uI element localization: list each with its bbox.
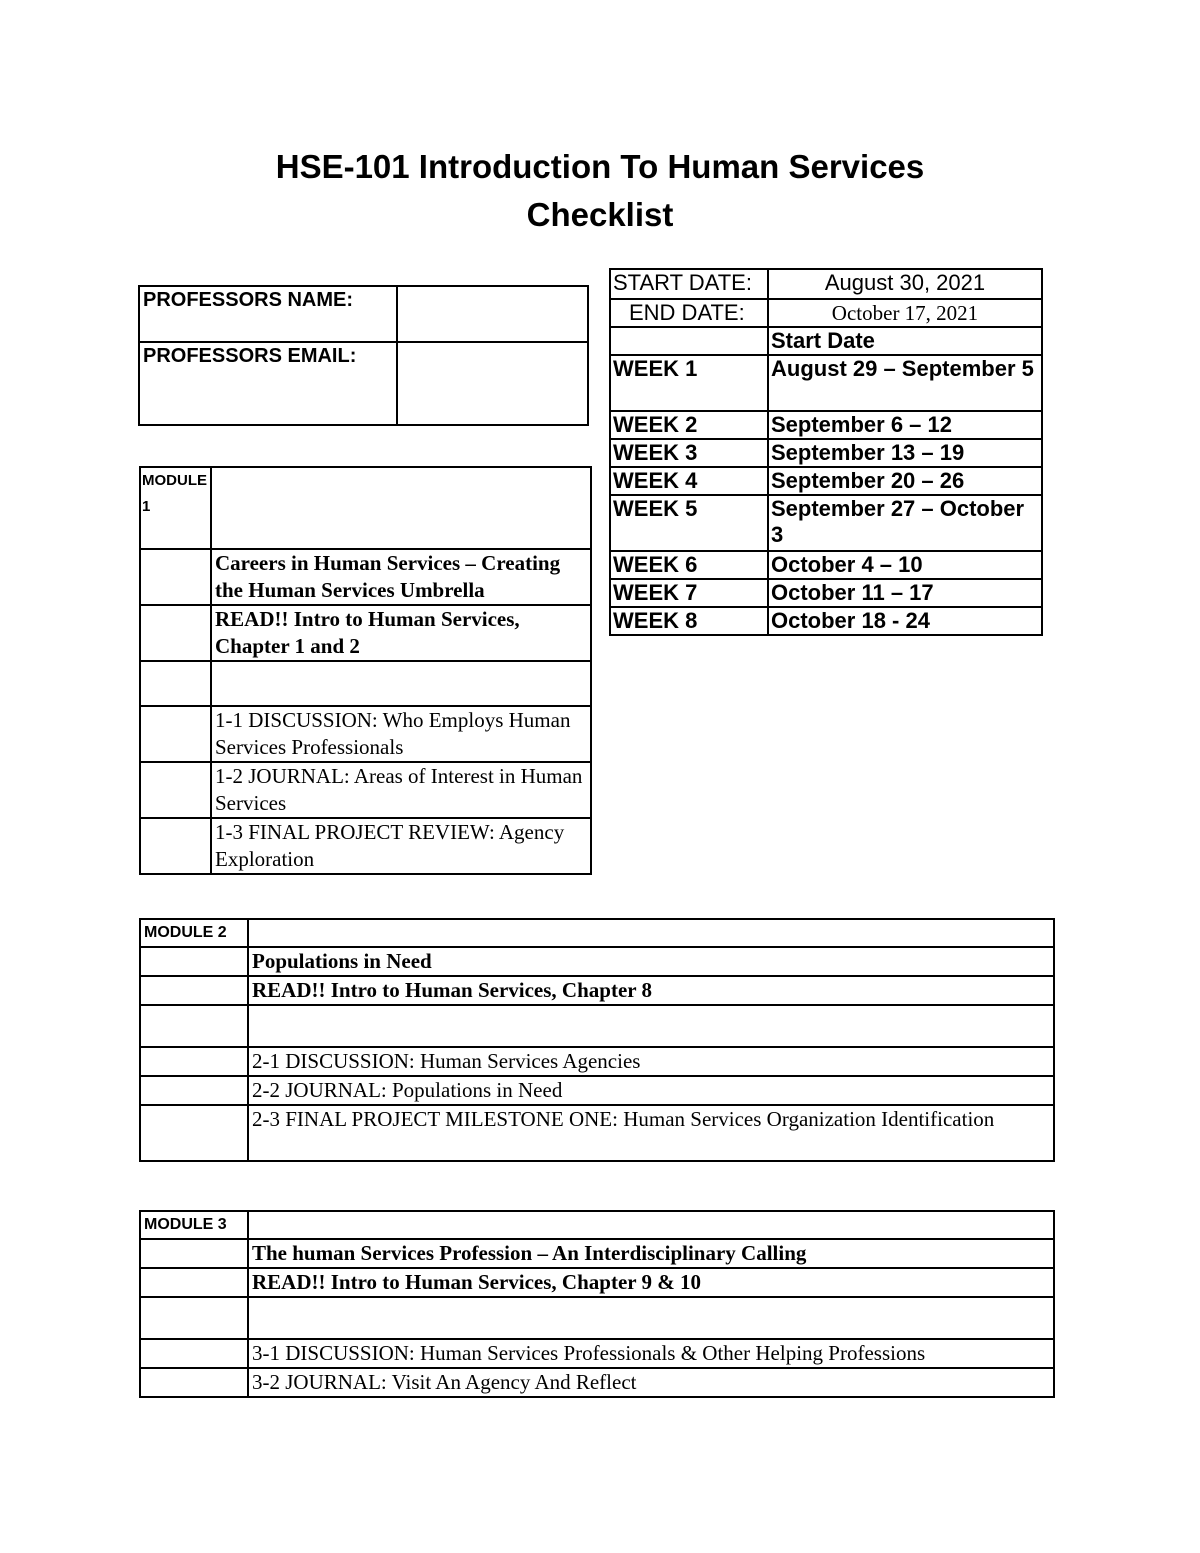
module-1-task: 1-2 JOURNAL: Areas of Interest in Human Services: [211, 762, 591, 818]
module-1-task: 1-3 FINAL PROJECT REVIEW: Agency Exploration: [211, 818, 591, 874]
checkbox-cell[interactable]: [140, 1339, 248, 1368]
checkbox-cell[interactable]: [140, 605, 211, 661]
module-2-blank-row: [248, 1005, 1054, 1047]
week-label: WEEK 7: [610, 579, 768, 607]
week-label: WEEK 4: [610, 467, 768, 495]
schedule-table: [609, 268, 1043, 636]
checkbox-cell[interactable]: [140, 976, 248, 1005]
document-title: HSE-101 Introduction To Human Services: [275, 148, 925, 185]
module-1-label: MODULE 1: [140, 467, 211, 549]
module-2-topic: Populations in Need: [248, 947, 1054, 976]
checkbox-cell[interactable]: [140, 1368, 248, 1397]
week-dates: August 29 – September 5: [768, 355, 1042, 411]
checkbox-cell[interactable]: [140, 1297, 248, 1339]
end-date-label: END DATE:: [610, 299, 768, 327]
checkbox-cell[interactable]: [140, 1047, 248, 1076]
checkbox-cell[interactable]: [140, 947, 248, 976]
week-dates: September 20 – 26: [768, 467, 1042, 495]
professor-table: [138, 285, 589, 426]
module-3-label: MODULE 3: [140, 1211, 248, 1239]
module-3-blank-row: [248, 1297, 1054, 1339]
checkbox-cell[interactable]: [140, 762, 211, 818]
week-label: WEEK 2: [610, 411, 768, 439]
week-label: WEEK 3: [610, 439, 768, 467]
week-header-blank: [610, 327, 768, 355]
checkbox-cell[interactable]: [140, 706, 211, 762]
module-2-task: 2-3 FINAL PROJECT MILESTONE ONE: Human Services Organization Identification: [248, 1105, 1054, 1161]
module-1-reading: READ!! Intro to Human Services, Chapter 1 and 2: [211, 605, 591, 661]
week-dates: September 13 – 19: [768, 439, 1042, 467]
professor-name-label: PROFESSORS NAME:: [139, 286, 397, 342]
start-date-column-header: Start Date: [768, 327, 1042, 355]
module-2-header-blank: [248, 919, 1054, 947]
module-3-task: 3-1 DISCUSSION: Human Services Professionals & Other Helping Professions: [248, 1339, 1054, 1368]
week-dates: September 6 – 12: [768, 411, 1042, 439]
module-3-topic: The human Services Profession – An Interdisciplinary Calling: [248, 1239, 1054, 1268]
module-3-header-blank: [248, 1211, 1054, 1239]
checkbox-cell[interactable]: [140, 661, 211, 706]
module-1-topic: Careers in Human Services – Creating the Human Services Umbrella: [211, 549, 591, 605]
week-label: WEEK 8: [610, 607, 768, 635]
professor-email-label: PROFESSORS EMAIL:: [139, 342, 397, 425]
week-dates: October 18 - 24: [768, 607, 1042, 635]
checkbox-cell[interactable]: [140, 818, 211, 874]
start-date-value: August 30, 2021: [768, 269, 1042, 299]
module-1-blank-row: [211, 661, 591, 706]
start-date-label: START DATE:: [610, 269, 768, 299]
module-2-label: MODULE 2: [140, 919, 248, 947]
module-1-task: 1-1 DISCUSSION: Who Employs Human Services Professionals: [211, 706, 591, 762]
week-label: WEEK 6: [610, 551, 768, 579]
checkbox-cell[interactable]: [140, 1105, 248, 1161]
week-label: WEEK 1: [610, 355, 768, 411]
checkbox-cell[interactable]: [140, 1239, 248, 1268]
checkbox-cell[interactable]: [140, 1076, 248, 1105]
week-dates: October 11 – 17: [768, 579, 1042, 607]
professor-email-field[interactable]: [397, 342, 588, 425]
week-label: WEEK 5: [610, 495, 768, 551]
module-3-reading: READ!! Intro to Human Services, Chapter 9 & 10: [248, 1268, 1054, 1297]
module-2-task: 2-2 JOURNAL: Populations in Need: [248, 1076, 1054, 1105]
module-3-table: [139, 1210, 1055, 1398]
module-2-reading: READ!! Intro to Human Services, Chapter 8: [248, 976, 1054, 1005]
module-3-task: 3-2 JOURNAL: Visit An Agency And Reflect: [248, 1368, 1054, 1397]
professor-name-field[interactable]: [397, 286, 588, 342]
week-dates: October 4 – 10: [768, 551, 1042, 579]
week-dates: September 27 – October 3: [768, 495, 1042, 551]
checkbox-cell[interactable]: [140, 1005, 248, 1047]
checkbox-cell[interactable]: [140, 549, 211, 605]
module-2-task: 2-1 DISCUSSION: Human Services Agencies: [248, 1047, 1054, 1076]
document-subtitle: Checklist: [526, 196, 674, 233]
module-2-table: [139, 918, 1055, 1162]
module-1-header-blank: [211, 467, 591, 549]
module-1-table: [139, 466, 592, 875]
checkbox-cell[interactable]: [140, 1268, 248, 1297]
end-date-value: October 17, 2021: [768, 299, 1042, 327]
